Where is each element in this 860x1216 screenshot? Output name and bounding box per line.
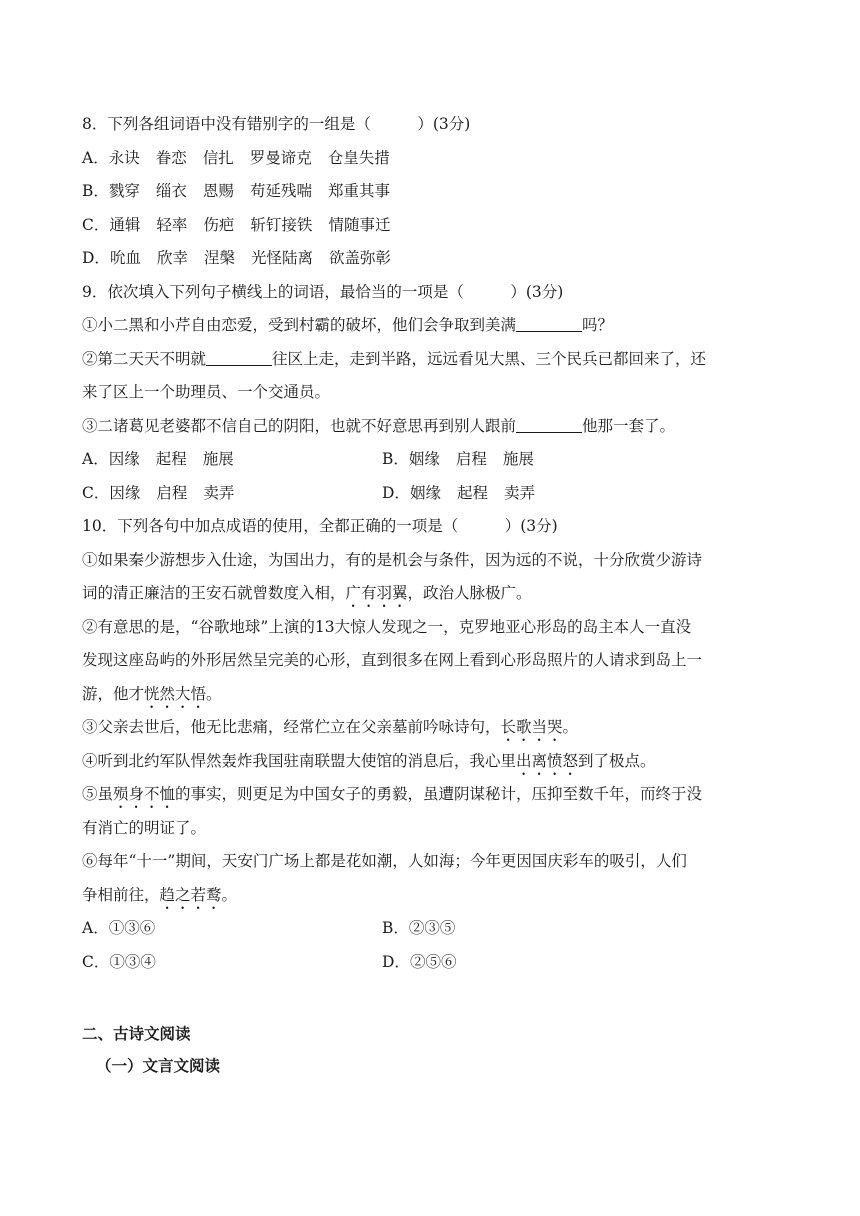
word: 启程 [156, 483, 188, 502]
word: 卖弄 [203, 483, 235, 502]
word: 启程 [455, 450, 487, 468]
fill-blank [516, 414, 582, 433]
q8-option-c [82, 209, 782, 243]
word: 欣幸 [156, 249, 188, 267]
word: 戮穿 [108, 182, 140, 200]
text: 。 [562, 718, 579, 736]
word: 涅槃 [203, 249, 235, 267]
text: 。 [206, 684, 222, 703]
word: 恩赐 [202, 182, 234, 200]
word: 姻缘 [409, 483, 441, 502]
text: 的事实，则更足为中国女子的勇毅，虽遭阴谋秘计，压抑至数千年，而终于没 [175, 785, 703, 803]
q9-sentence-1 [82, 309, 782, 343]
option-label: C． [82, 483, 110, 502]
q10-sentence-2-cont: 发现这座岛屿的外形居然呈完美的心形，直到很多在网上看到心形岛照片的人请求到岛上一 [82, 651, 703, 669]
dotted-idiom: 广有羽翼 [345, 584, 408, 602]
q10-sentence-4 [82, 745, 782, 779]
dotted-idiom: 长歌当哭 [500, 718, 563, 736]
text: 到了极点。 [578, 751, 656, 770]
option-label: A． [82, 450, 109, 468]
word: 通辑 [109, 215, 141, 234]
option-text: ①③⑥ [108, 919, 156, 937]
word: 罗曼谛克 [249, 148, 312, 167]
dotted-idiom: 殒身不恤 [113, 785, 176, 803]
word: 情随事迁 [328, 215, 391, 234]
word: 起程 [456, 483, 488, 502]
q10-option-d [382, 946, 682, 980]
word: 施展 [202, 450, 234, 468]
q10-stem: 10．下列各句中加点成语的使用，全都正确的一项是（ ）(3分) [82, 517, 558, 535]
option-text: ②③⑤ [408, 919, 456, 937]
fill-blank [516, 313, 582, 332]
q9-sentence-2 [82, 343, 782, 377]
text: ①小二黑和小芹自由恋爱，受到村霸的破坏，他们会争取到美满 [82, 316, 517, 334]
q8-stem: 8．下列各组词语中没有错别字的一组是（ ）(3分) [82, 115, 471, 133]
word: 施展 [502, 450, 534, 468]
q9-option-d [382, 477, 682, 511]
word: 卖弄 [503, 483, 535, 502]
word: 欲盖弥彰 [329, 249, 392, 267]
q10-options-row-1 [82, 912, 782, 946]
q10-options-row-2 [82, 946, 782, 980]
text: 词的清正廉洁的王安石就曾数度入相， [82, 584, 346, 602]
option-label: A． [82, 919, 109, 937]
section-title: 二、古诗文阅读 [82, 1025, 191, 1043]
option-label: D． [382, 952, 410, 971]
q10-sentence-6-cont [82, 879, 782, 913]
word: 缁衣 [155, 182, 187, 200]
option-label: D． [382, 483, 410, 502]
option-label: A． [82, 148, 109, 167]
q10-sentence-2-end [82, 678, 782, 712]
option-label: C． [82, 215, 110, 234]
dotted-idiom: 恍然大悟 [144, 684, 207, 703]
option-label: B． [82, 182, 109, 200]
word: 斩钉接铁 [250, 215, 313, 234]
dotted-idiom: 出离愤怒 [516, 751, 579, 770]
q10-option-b [382, 912, 682, 946]
text: 他那一套了。 [582, 416, 676, 435]
q9-stem: 9．依次填入下列句子横线上的词语，最恰当的一项是（ ）(3分) [82, 282, 564, 301]
exam-page [82, 108, 782, 979]
text: ②第二天天不明就 [82, 349, 207, 368]
option-label: B． [382, 450, 409, 468]
word: 永诀 [108, 148, 140, 167]
option-text: ②⑤⑥ [409, 952, 457, 971]
text: 。 [221, 885, 238, 904]
q10-option-c [82, 946, 382, 980]
section-subtitle: （一）文言文阅读 [96, 1057, 221, 1075]
text: 争相前往， [82, 885, 160, 904]
q10-sentence-5-cont: 有消亡的明证了。 [82, 818, 207, 837]
option-label: B． [382, 919, 409, 937]
q9-option-c [82, 477, 382, 511]
fill-blank [206, 347, 272, 366]
text: 往区上走，走到半路，远远看见大黑、三个民兵已都回来了，还 [272, 349, 707, 368]
text: 吗？ [582, 316, 614, 334]
word: 因缘 [109, 483, 141, 502]
word: 郑重其事 [327, 182, 390, 200]
word: 姻缘 [408, 450, 440, 468]
word: 轻率 [156, 215, 188, 234]
word: 信扎 [202, 148, 234, 167]
q9-sentence-3 [82, 410, 782, 444]
word: 苟延残喘 [249, 182, 312, 200]
q9-options-row-1 [82, 443, 782, 477]
q10-sentence-3 [82, 711, 782, 745]
text: ⑤虽 [82, 785, 114, 803]
word: 光怪陆离 [250, 249, 313, 267]
q8-option-d [82, 242, 782, 276]
word: 吮血 [109, 249, 141, 267]
option-label: C． [82, 952, 110, 971]
q10-sentence-2: ②有意思的是，“谷歌地球”上演的13大惊人发现之一，克罗地亚心形岛的岛主本人一直没 [82, 617, 692, 636]
q10-sentence-5 [82, 778, 782, 812]
dotted-idiom: 趋之若鹜 [159, 885, 222, 904]
q9-option-a [82, 443, 382, 477]
q10-sentence-1: ①如果秦少游想步入仕途，为国出力，有的是机会与条件，因为远的不说，十分欣赏少游诗 [82, 550, 703, 569]
word: 起程 [155, 450, 187, 468]
word: 仓皇失措 [327, 148, 390, 167]
text: ，政治人脉极广。 [407, 584, 532, 602]
text: ③父亲去世后，他无比悲痛，经常伫立在父亲墓前吟咏诗句， [82, 718, 501, 736]
q8-option-b [82, 175, 782, 209]
q9-options-row-2 [82, 477, 782, 511]
q10-sentence-1-cont [82, 577, 782, 611]
q8-option-a [82, 142, 782, 176]
q9-sentence-2-cont: 来了区上一个助理员、一个交通员。 [82, 383, 331, 401]
q9-option-b [382, 443, 682, 477]
option-label: D． [82, 249, 110, 267]
word: 伤疤 [203, 215, 235, 234]
word: 因缘 [108, 450, 140, 468]
text: ③二诸葛见老婆都不信自己的阴阳，也就不好意思再到别人跟前 [82, 416, 517, 435]
q10-option-a [82, 912, 382, 946]
q10-sentence-6: ⑥每年“十一”期间，天安门广场上都是花如潮，人如海；今年更因国庆彩车的吸引，人们 [82, 852, 687, 870]
text: ④听到北约军队悍然轰炸我国驻南联盟大使馆的消息后，我心里 [82, 751, 517, 770]
text: 游，他才 [82, 684, 145, 703]
option-text: ①③④ [109, 952, 156, 971]
word: 眷恋 [155, 148, 187, 167]
